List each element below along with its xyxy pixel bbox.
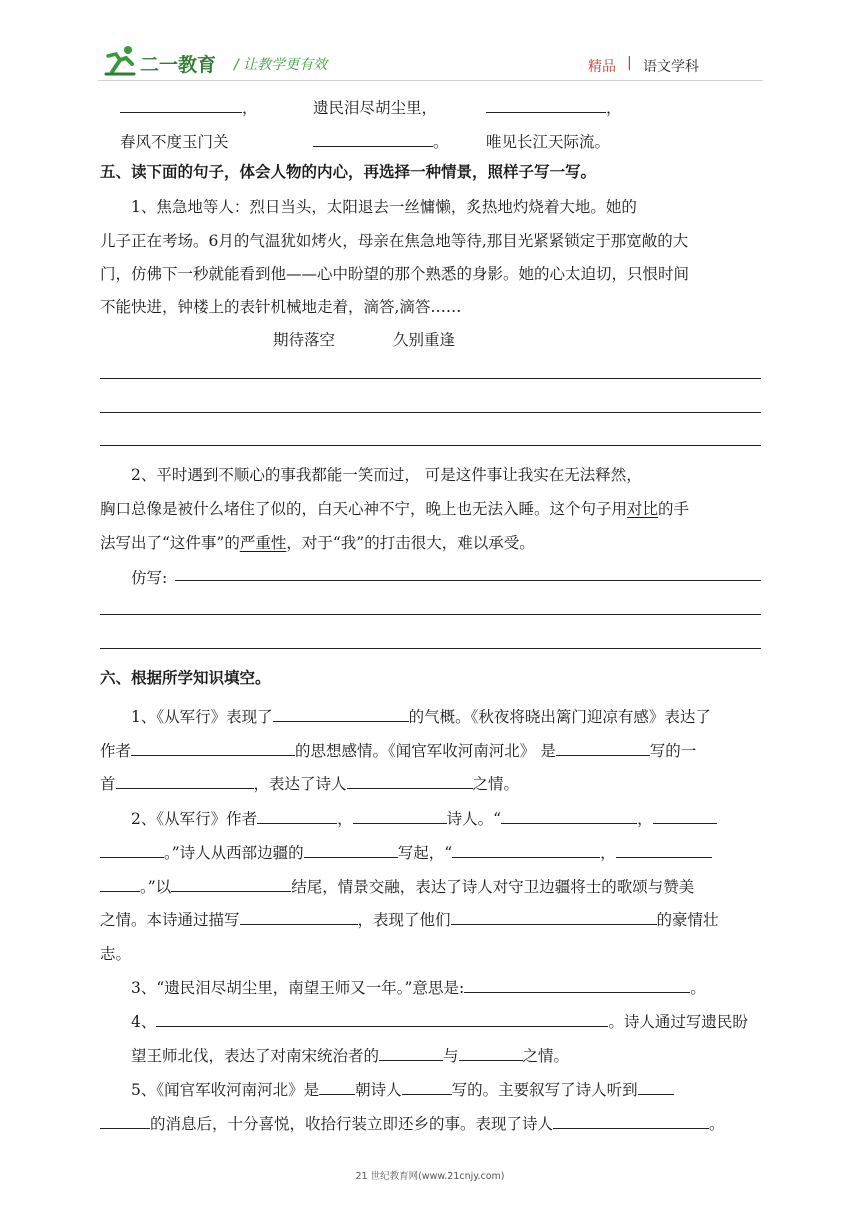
blank[interactable]: [653, 807, 717, 824]
s6-q3-line: 3、“遗民泪尽胡尘里，南望王师又一年。”意思是: 。: [131, 976, 706, 998]
s6-q2-line5: 志。: [100, 945, 132, 963]
logo-text: 二一教育: [140, 54, 217, 76]
s6-q2-line2: 。”诗人从西部边疆的 写起，“ ，: [100, 841, 712, 863]
blank[interactable]: [379, 1044, 443, 1061]
s5-q1-line4: 不能快进，钟楼上的表针机械地走着，滴答,滴答……: [100, 298, 462, 316]
s6-q5-line2: 的消息后，十分喜悦，收拾行装立即还乡的事。表现了诗人 。: [100, 1112, 725, 1134]
brand-label: 精品: [588, 59, 616, 75]
slogan: / 让教学更有效: [234, 57, 328, 73]
s5-q1-line1: 1、焦急地等人：烈日当头，太阳退去一丝慵懒，炙热地灼烧着大地。她的: [131, 198, 637, 216]
s6-q4-line1: 4、 。诗人通过写遗民盼: [131, 1010, 748, 1032]
s6-q1-line3: 首 ，表达了诗人 之情。: [100, 772, 519, 794]
section-5-title: 五、读下面的句子，体会人物的内心，再选择一种情景，照样子写一写。: [100, 162, 597, 181]
fill-row-1-end: ，: [486, 96, 622, 118]
blank[interactable]: [273, 705, 409, 722]
blank[interactable]: [171, 875, 291, 892]
blank[interactable]: [616, 841, 712, 858]
blank[interactable]: [486, 96, 606, 113]
underlined-term-contrast: 对比: [627, 500, 659, 518]
header-divider: [98, 80, 763, 81]
blank[interactable]: [347, 772, 473, 789]
logo: [104, 44, 224, 78]
blank[interactable]: [257, 807, 337, 824]
footer-text: 21 世纪教育网(www.21cnjy.com): [355, 1171, 505, 1182]
answer-line[interactable]: [100, 378, 761, 379]
blank[interactable]: [501, 807, 637, 824]
s5-q2-line2: 胸口总像是被什么堵住了似的，白天心神不宁，晚上也无法入睡。这个句子用对比的手: [100, 500, 690, 518]
s6-q1-line1: 1、《从军行》表现了 的气概。《秋夜将晓出篱门迎凉有感》表达了: [131, 705, 711, 727]
blank[interactable]: [452, 841, 600, 858]
s5-q1-line3: 门，仿佛下一秒就能看到他——心中盼望的那个熟悉的身影。她的心太迫切，只恨时间: [100, 265, 690, 283]
s5-q1-line2: 儿子正在考场。6月的气温犹如烤火，母亲在焦急地等待,那目光紧紧锁定于那宽敞的大: [100, 232, 689, 250]
imitate-line[interactable]: [175, 580, 761, 581]
answer-line[interactable]: [100, 614, 761, 615]
blank[interactable]: [451, 908, 657, 925]
answer-line[interactable]: [100, 412, 761, 413]
imitate-label: 仿写:: [131, 569, 168, 587]
brand-separator: |: [627, 55, 632, 71]
blank[interactable]: [464, 976, 690, 993]
answer-line[interactable]: [100, 648, 761, 649]
s6-q4-line2: 望王师北伐，表达了对南宋统治者的 与 之情。: [131, 1044, 569, 1066]
s5-q2-line1: 2、平时遇到不顺心的事我都能一笑而过， 可是这件事让我实在无法释然，: [131, 466, 642, 484]
blank[interactable]: [120, 96, 242, 113]
fill-row-2-poem-a: 春风不度玉门关: [120, 133, 229, 151]
fill-row-2-mid: 。: [313, 130, 449, 152]
section-6-title: 六、根据所学知识填空。: [100, 668, 271, 687]
blank[interactable]: [156, 1010, 608, 1027]
blank[interactable]: [353, 807, 447, 824]
blank[interactable]: [556, 739, 650, 756]
fill-row-1-poem: 遗民泪尽胡尘里，: [313, 99, 438, 117]
option-disappointed: 期待落空: [273, 331, 336, 349]
s6-q2-line1: 2、《从军行》作者 ， 诗人。“ ，: [131, 807, 717, 829]
subject-label: 语文学科: [643, 59, 699, 75]
blank[interactable]: [240, 908, 358, 925]
s6-q5-line1: 5、《闻官军收河南河北》是 朝诗人 写的。主要叙写了诗人听到: [131, 1078, 674, 1100]
runner-logo-icon: [104, 44, 138, 76]
blank[interactable]: [553, 1112, 709, 1129]
s6-q1-line2: 作者 的思想感情。《闻官军收河南河北》 是 写的一: [100, 739, 696, 761]
blank[interactable]: [100, 841, 164, 858]
blank[interactable]: [100, 1112, 150, 1129]
s5-q2-line3: 法写出了“这件事”的严重性，对于“我”的打击很大，难以承受。: [100, 534, 535, 552]
blank[interactable]: [100, 875, 140, 892]
blank[interactable]: [304, 841, 398, 858]
s6-q2-line3: 。”以 结尾，情景交融，表达了诗人对守卫边疆将士的歌颂与赞美: [100, 875, 694, 897]
blank[interactable]: [116, 772, 254, 789]
fill-row-2-poem-b: 唯见长江天际流。: [486, 133, 611, 151]
fill-row-1: ，: [120, 96, 258, 118]
answer-line[interactable]: [100, 445, 761, 446]
blank[interactable]: [402, 1078, 452, 1095]
s6-q2-line4: 之情。本诗通过描写 ，表现了他们 的豪情壮: [100, 908, 719, 930]
blank[interactable]: [313, 130, 433, 147]
blank[interactable]: [459, 1044, 523, 1061]
blank[interactable]: [319, 1078, 355, 1095]
underlined-term-severity: 严重性: [239, 534, 287, 552]
option-reunion: 久别重逢: [393, 331, 456, 349]
blank[interactable]: [131, 739, 295, 756]
blank[interactable]: [638, 1078, 674, 1095]
